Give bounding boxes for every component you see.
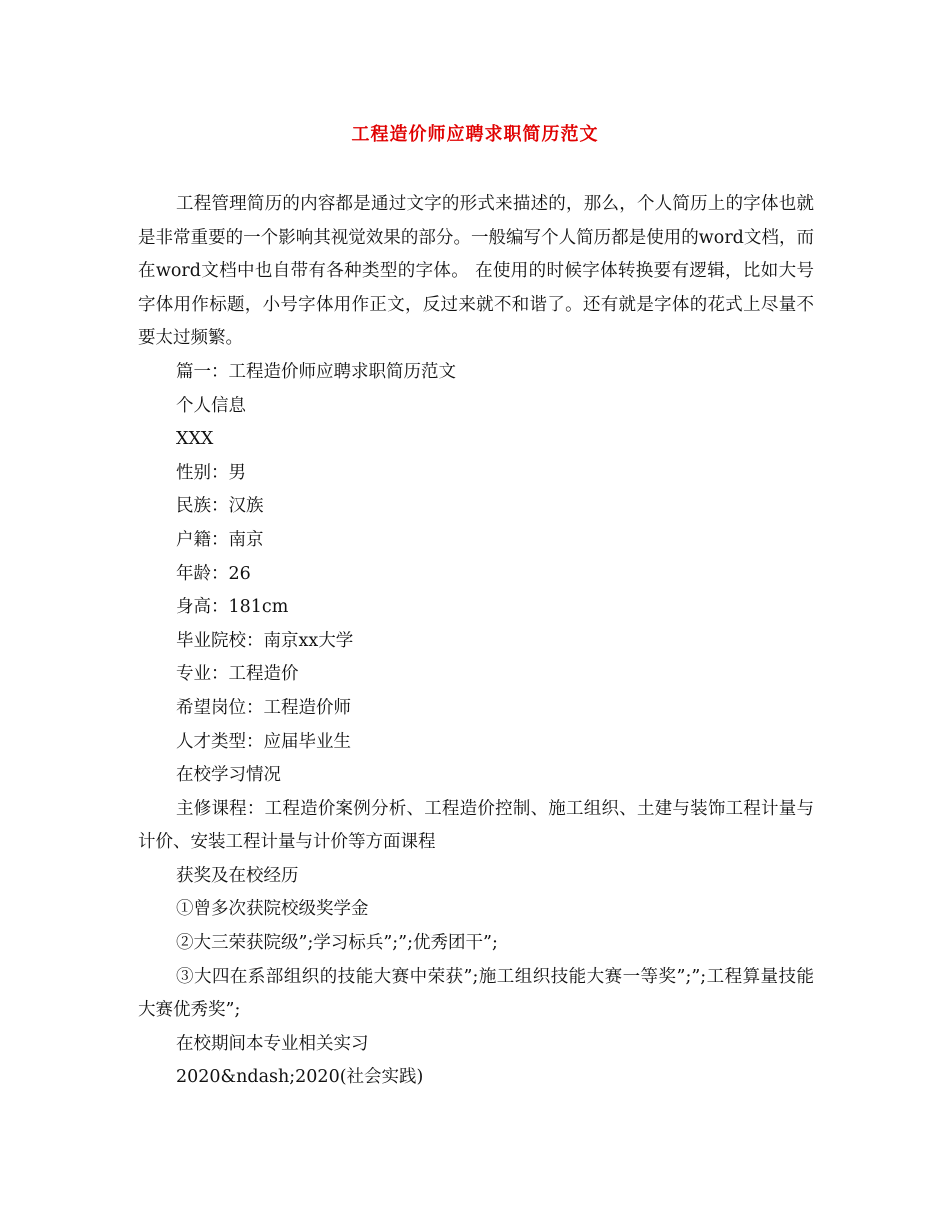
gender-line: 性别：男 <box>176 462 246 483</box>
intro-paragraph: 工程管理简历的内容都是通过文字的形式来描述的，那么，个人简历上的字体也就是非常重要的一个影响其视觉效果的部分。一般编写个人简历都是使用的word文档，而在word文档中也自带有各种类型的字体。 在使用的时候字体转换要有逻辑，比如大号字体用作标题，小号字体用作正文，反过来就不和谐了。还有就是字体的花式上尽量不要太过频繁。 <box>138 194 814 349</box>
major-line: 专业：工程造价 <box>176 664 299 685</box>
courses-paragraph: 主修课程：工程造价案例分析、工程造价控制、施工组织、土建与装饰工程计量与计价、安装工程计量与计价等方面课程 <box>138 798 814 853</box>
internship-heading: 在校期间本专业相关实习 <box>176 1033 369 1054</box>
document-body <box>138 188 814 1095</box>
award-item-2: ②大三荣获院级”;学习标兵”;”;优秀团干”; <box>176 933 498 954</box>
household-line: 户籍：南京 <box>176 529 264 550</box>
study-heading: 在校学习情况 <box>176 765 281 786</box>
document-title: 工程造价师应聘求职简历范文 <box>351 124 599 145</box>
ethnicity-line: 民族：汉族 <box>176 496 264 517</box>
award-item-1: ①曾多次获院校级奖学金 <box>176 899 369 920</box>
school-line: 毕业院校：南京xx大学 <box>176 630 354 651</box>
internship-period: 2020&ndash;2020(社会实践) <box>176 1067 424 1088</box>
talent-type-line: 人才类型：应届毕业生 <box>176 731 351 752</box>
age-line: 年龄：26 <box>176 563 251 584</box>
personal-info-heading: 个人信息 <box>176 395 246 416</box>
height-line: 身高：181cm <box>176 597 289 618</box>
section-heading: 篇一：工程造价师应聘求职简历范文 <box>176 361 456 382</box>
name-line: XXX <box>176 429 214 450</box>
awards-heading: 获奖及在校经历 <box>176 865 299 886</box>
award-item-3: ③大四在系部组织的技能大赛中荣获”;施工组织技能大赛一等奖”;”;工程算量技能大赛优秀奖”; <box>138 966 814 1021</box>
desired-position-line: 希望岗位：工程造价师 <box>176 697 351 718</box>
